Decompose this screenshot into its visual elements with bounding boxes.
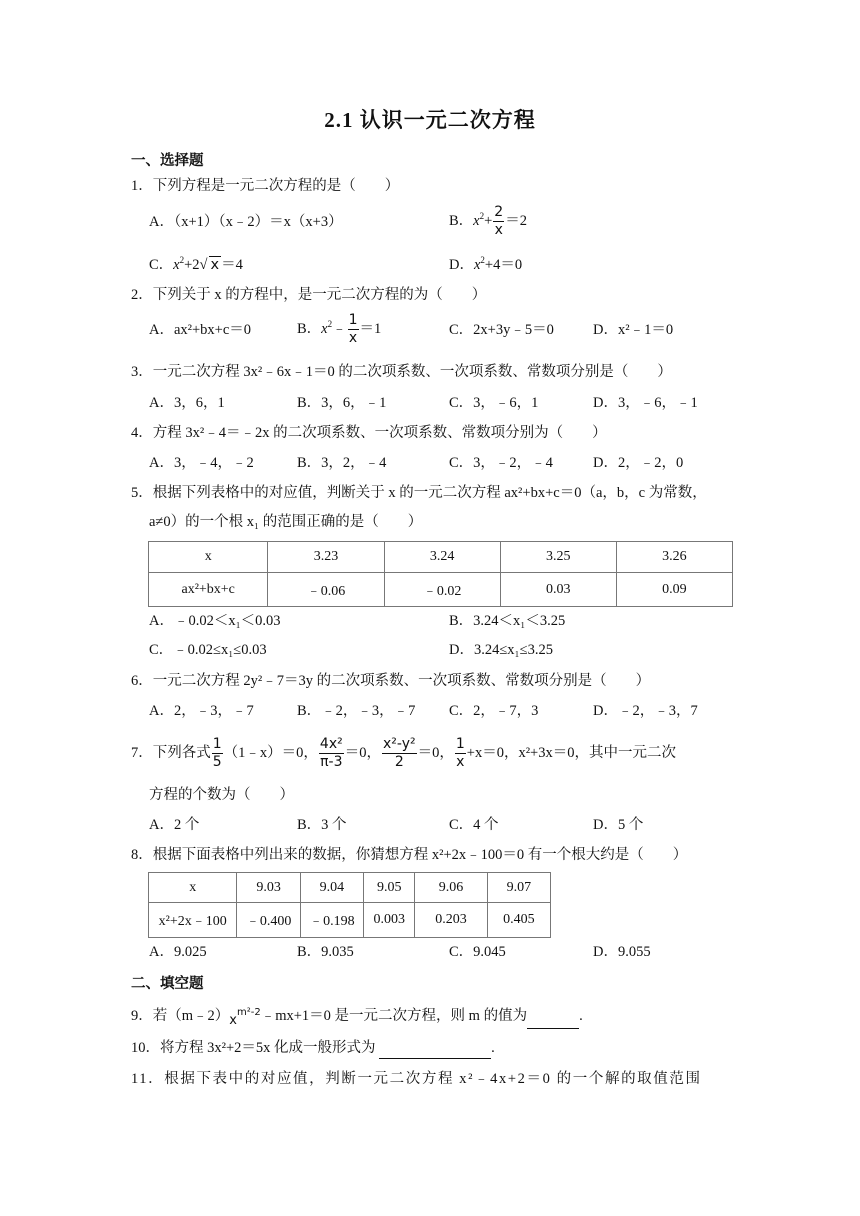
table-cell: ﹣0.400 [237,903,300,938]
q7-option-b: B．3 个 [297,817,347,833]
table-cell: 3.24 [384,542,500,573]
table-row [149,573,733,607]
option-label: A． [149,214,174,230]
fraction [348,312,359,347]
table-cell: 9.03 [237,873,300,903]
stem-text: （1﹣x）＝0， [223,745,318,761]
q8-option-c: C．9.045 [449,944,506,960]
denominator: x [456,754,465,771]
plus-sign: + [484,213,493,229]
question-2-stem: 2．下列关于 x 的方程中，是一元二次方程的为（ ） [131,287,487,303]
var-x: x [473,213,480,229]
numerator: 4x² [319,736,343,753]
var-x: x [473,257,481,273]
q6-option-b: B．﹣2，﹣3，﹣7 [297,703,416,719]
q2-option-c: C．2x+3y﹣5＝0 [449,322,554,338]
q4-option-a: A．3，﹣4，﹣2 [149,455,254,471]
table-cell: 0.203 [415,903,487,938]
denominator: 5 [212,754,222,771]
numerator: 1 [455,736,465,753]
table-cell: 0.405 [487,903,550,938]
option-text: ＝2 [505,213,527,229]
q4-option-c: C．3，﹣2，﹣4 [449,455,553,471]
denominator: π-3 [320,754,343,771]
var-x: x [321,321,328,337]
numerator: 1 [348,312,358,329]
fraction-4x2 [319,736,344,771]
table-cell: ax²+bx+c [149,573,268,607]
question-8-stem: 8．根据下面表格中列出来的数据，你猜想方程 x²+2x﹣100＝0 有一个根大约是（ ） [131,847,688,863]
power-base: x [229,1013,237,1028]
table-row [149,903,551,938]
table-cell: 0.003 [364,903,415,938]
minus-sign: ﹣ [332,321,347,337]
q1-option-c [149,255,243,275]
section-heading-choice: 一、选择题 [131,153,204,169]
table-cell: 0.03 [500,573,616,607]
stem-text: 10．将方程 3x²+2＝5x 化成一般形式为 [131,1040,380,1056]
table-cell: 3.26 [616,542,732,573]
table-cell: 9.04 [300,873,363,903]
radicand: x [210,257,220,273]
denominator: x [348,330,358,347]
option-label: D． [449,257,474,273]
q4-option-d: D．2，﹣2，0 [593,455,684,471]
option-label: C． [149,257,174,273]
question-4-stem: 4．方程 3x²﹣4＝﹣2x 的二次项系数、一次项系数、常数项分别为（ ） [131,425,607,441]
option-text: ＝1 [359,321,382,337]
question-5-stem-line2: a≠0）的一个根 x₁ 的范围正确的是（ ） [149,514,423,530]
stem-text: 9．若（m﹣2） [131,1008,230,1024]
table-cell: ﹣0.198 [300,903,363,938]
option-label: B． [297,321,322,337]
q5-value-table [148,541,733,607]
table-row [149,542,733,573]
q2-option-b [297,310,381,348]
stem-text: ＝0， [417,745,454,761]
exponent: 2 [179,255,185,265]
q8-option-d: D．9.055 [593,944,651,960]
numerator: 1 [212,736,222,753]
question-3-stem: 3．一元二次方程 3x²﹣6x﹣1＝0 的二次项系数、一次项系数、常数项分别是（ ） [131,364,672,380]
option-text: ＝4 [221,257,243,273]
numerator: 2 [494,204,504,221]
fraction-x2-y2 [382,736,417,771]
numerator: x²-y² [382,736,416,753]
table-cell: 9.06 [415,873,487,903]
question-5-stem-line1: 5．根据下列表格中的对应值，判断关于 x 的一元二次方程 ax²+bx+c＝0（a，b，c 为常数， [131,485,707,501]
q3-option-c: C．3，﹣6，1 [449,395,539,411]
q1-option-d [449,255,522,275]
option-text: （x+1）（x﹣2）＝x（x+3） [173,214,343,230]
q5-option-a: A．﹣0.02＜x₁＜0.03 [149,613,281,629]
q1-option-b [449,202,527,240]
question-11-stem: 11．根据下表中的对应值，判断一元二次方程 x²﹣4x+2＝0 的一个解的取值范围 [131,1071,702,1087]
fraction [493,204,504,239]
answer-blank[interactable] [379,1038,491,1059]
question-10 [131,1038,495,1059]
table-cell: 9.07 [487,873,550,903]
fraction-1-x [455,736,466,771]
q8-option-b: B．9.035 [297,944,354,960]
section-heading-fill: 二、填空题 [131,976,204,992]
table-cell: 9.05 [364,873,415,903]
answer-blank[interactable] [527,1004,579,1029]
exponent: 2 [480,255,485,265]
table-row [149,873,551,903]
q7-option-c: C．4 个 [449,817,499,833]
q6-option-d: D．﹣2，﹣3，7 [593,703,698,719]
var-x: x [173,257,180,273]
table-cell: x [149,873,237,903]
question-1-stem: 1．下列方程是一元二次方程的是（ ） [131,178,400,194]
table-cell: ﹣0.06 [268,573,384,607]
q2-option-d: D．x²﹣1＝0 [593,322,674,338]
question-9 [131,1004,583,1030]
stem-text: ﹣mx+1＝0 是一元二次方程，则 m 的值为 [260,1008,528,1024]
question-6-stem: 6．一元二次方程 2y²﹣7＝3y 的二次项系数、一次项系数、常数项分别是（ ） [131,673,651,689]
q2-option-a: A．ax²+bx+c＝0 [149,322,252,338]
option-label: B． [449,213,474,229]
q5-option-d: D．3.24≤x₁≤3.25 [449,642,553,658]
q7-option-a: A．2 个 [149,817,200,833]
table-cell: x [149,542,268,573]
q8-option-a: A．9.025 [149,944,207,960]
q4-option-b: B．3，2，﹣4 [297,455,387,471]
period: . [579,1008,583,1024]
period: . [491,1040,495,1056]
q3-option-d: D．3，﹣6，﹣1 [593,395,698,411]
exponent: 2 [327,319,333,329]
table-cell: 3.23 [268,542,384,573]
page-title: 2.1 认识一元二次方程 [324,108,536,132]
table-cell: x²+2x﹣100 [149,903,237,938]
q6-option-c: C．2，﹣7，3 [449,703,539,719]
q6-option-a: A．2，﹣3，﹣7 [149,703,254,719]
stem-text: +x＝0，x²+3x＝0，其中一元二次 [466,745,676,761]
table-cell: ﹣0.02 [384,573,500,607]
denominator: x [494,222,503,239]
option-text: +4＝0 [484,257,523,273]
q7-option-d: D．5 个 [593,817,644,833]
sqrt-sign: +2√ [184,257,208,273]
table-cell: 0.09 [616,573,732,607]
q3-option-b: B．3，6，﹣1 [297,395,387,411]
q1-option-a [149,212,343,232]
question-7-stem-line1 [131,733,676,773]
q5-option-c: C．﹣0.02≤x₁≤0.03 [149,642,267,658]
stem-text: 7．下列各式 [131,745,211,761]
fraction-1-5 [212,736,223,771]
table-cell: 3.25 [500,542,616,573]
q3-option-a: A．3，6，1 [149,395,225,411]
power-exponent: m²-2 [236,1007,261,1018]
question-7-stem-line2: 方程的个数为（ ） [149,787,294,803]
q8-value-table [148,872,551,938]
q5-option-b: B．3.24＜x₁＜3.25 [449,613,566,629]
stem-text: ＝0， [344,745,381,761]
exponent: 2 [479,211,485,221]
denominator: 2 [394,754,404,771]
